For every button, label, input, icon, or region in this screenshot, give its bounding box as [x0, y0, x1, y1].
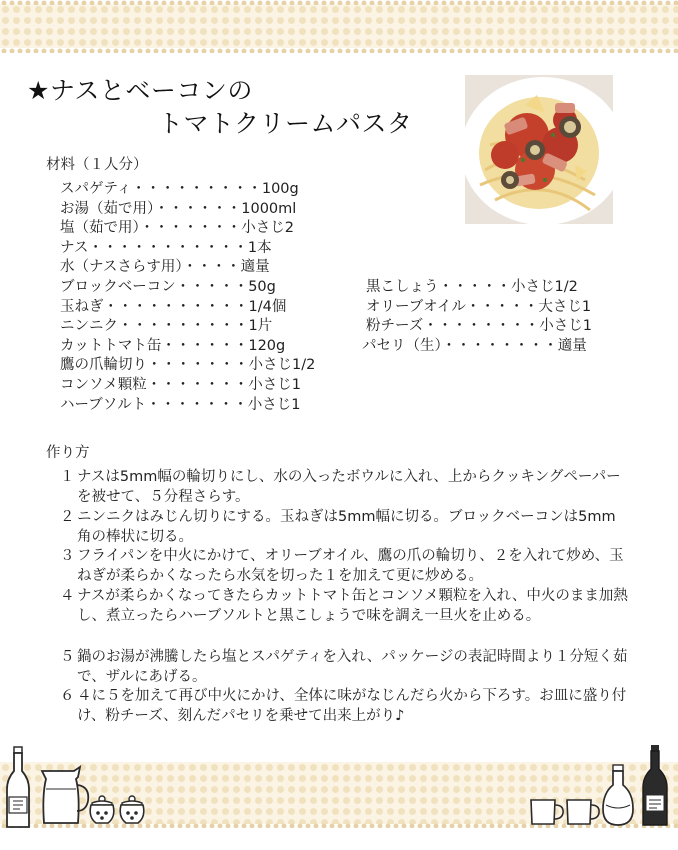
step-number: ２	[60, 509, 75, 525]
step-number: ３	[60, 548, 75, 564]
step-number: １	[60, 469, 75, 485]
wine-bottle-icon	[4, 745, 32, 831]
ingredient-olive-oil: オリーブオイル・・・・・大さじ1	[366, 298, 592, 315]
step-1	[60, 468, 630, 507]
method-heading: 作り方	[46, 445, 90, 461]
step-text: フライパンを中火にかけて、オリーブオイル、鷹の爪の輪切り、２を入れて炒め、玉ねぎが柔らかくなったら水気を切った１を加えて更に炒める。	[77, 548, 624, 584]
step-4	[60, 587, 630, 626]
ingredient-eggplant: ナス・・・・・・・・・・・1本	[60, 239, 272, 256]
sugar-pot-icon	[116, 793, 148, 825]
top-band-edge	[0, 0, 678, 5]
carafe-icon	[600, 763, 636, 829]
pasta-dish-photo	[465, 75, 613, 224]
ingredient-black-pepper: 黒こしょう・・・・・小さじ1/2	[366, 279, 578, 295]
step-5	[60, 648, 630, 687]
pitcher-icon	[34, 765, 92, 827]
step-6	[60, 687, 630, 726]
ingredient-hot-water: お湯（茹で用）・・・・・・1000ml	[60, 200, 297, 217]
top-band-edge-lower	[0, 48, 678, 53]
ingredient-parsley: パセリ（生）・・・・・・・・適量	[362, 337, 587, 354]
ingredient-consomme: コンソメ顆粒・・・・・・・小さじ1	[60, 377, 301, 393]
step-text: ナスが柔らかくなってきたらカットトマト缶とコンソメ顆粒を入れ、中火のまま加熱し、煮立ったらハーブソルトと黒こしょうで味を調え一旦火を止める。	[77, 588, 628, 624]
wine-bottle-icon	[640, 743, 670, 829]
ingredient-chili: 鷹の爪輪切り・・・・・・・小さじ1/2	[60, 357, 316, 374]
ingredient-herb-salt: ハーブソルト・・・・・・・小さじ1	[60, 396, 301, 413]
step-2	[60, 508, 630, 547]
mug-icon	[528, 797, 566, 827]
ingredient-spaghetti: スパゲティ・・・・・・・・・100g	[60, 181, 299, 197]
recipe-title-line1: ★ナスとベーコンの	[27, 76, 253, 105]
step-text: ニンニクはみじん切りにする。玉ねぎは5mm幅に切る。ブロックベーコンは5mm角の棒状に切る。	[77, 509, 616, 545]
sugar-pot-icon	[86, 793, 118, 825]
ingredient-bacon: ブロックベーコン・・・・・50g	[60, 279, 276, 295]
top-dotted-band	[0, 4, 678, 48]
ingredients-heading: 材料（１人分）	[46, 157, 148, 173]
step-text: 鍋のお湯が沸騰したら塩とスパゲティを入れ、パッケージの表記時間より１分短く茹で、ザルにあげる。	[77, 649, 628, 685]
step-number: ５	[60, 649, 75, 665]
ingredient-onion: 玉ねぎ・・・・・・・・・・1/4個	[60, 298, 287, 315]
ingredient-cut-tomato: カットトマト缶・・・・・・120g	[60, 337, 286, 354]
recipe-title-line2: トマトクリームパスタ	[158, 109, 413, 138]
ingredient-soak-water: 水（ナスさらす用）・・・・適量	[60, 259, 270, 276]
step-number: ６	[60, 688, 75, 704]
ingredient-salt: 塩（茹で用）・・・・・・・小さじ2	[60, 220, 294, 237]
step-text: ４に５を加えて再び中火にかけ、全体に味がなじんだら火から下ろす。お皿に盛り付け、粉チーズ、刻んだパセリを乗せて出来上がり♪	[77, 688, 627, 724]
step-number: ４	[60, 588, 75, 604]
ingredient-garlic: ニンニク・・・・・・・・・1片	[60, 318, 273, 335]
mug-icon	[564, 797, 602, 827]
ingredient-cheese: 粉チーズ・・・・・・・・小さじ1	[366, 318, 592, 335]
step-3	[60, 547, 630, 586]
step-text: ナスは5mm幅の輪切りにし、水の入ったボウルに入れ、上からクッキングペーパーを被せて、５分程さらす。	[77, 469, 621, 505]
